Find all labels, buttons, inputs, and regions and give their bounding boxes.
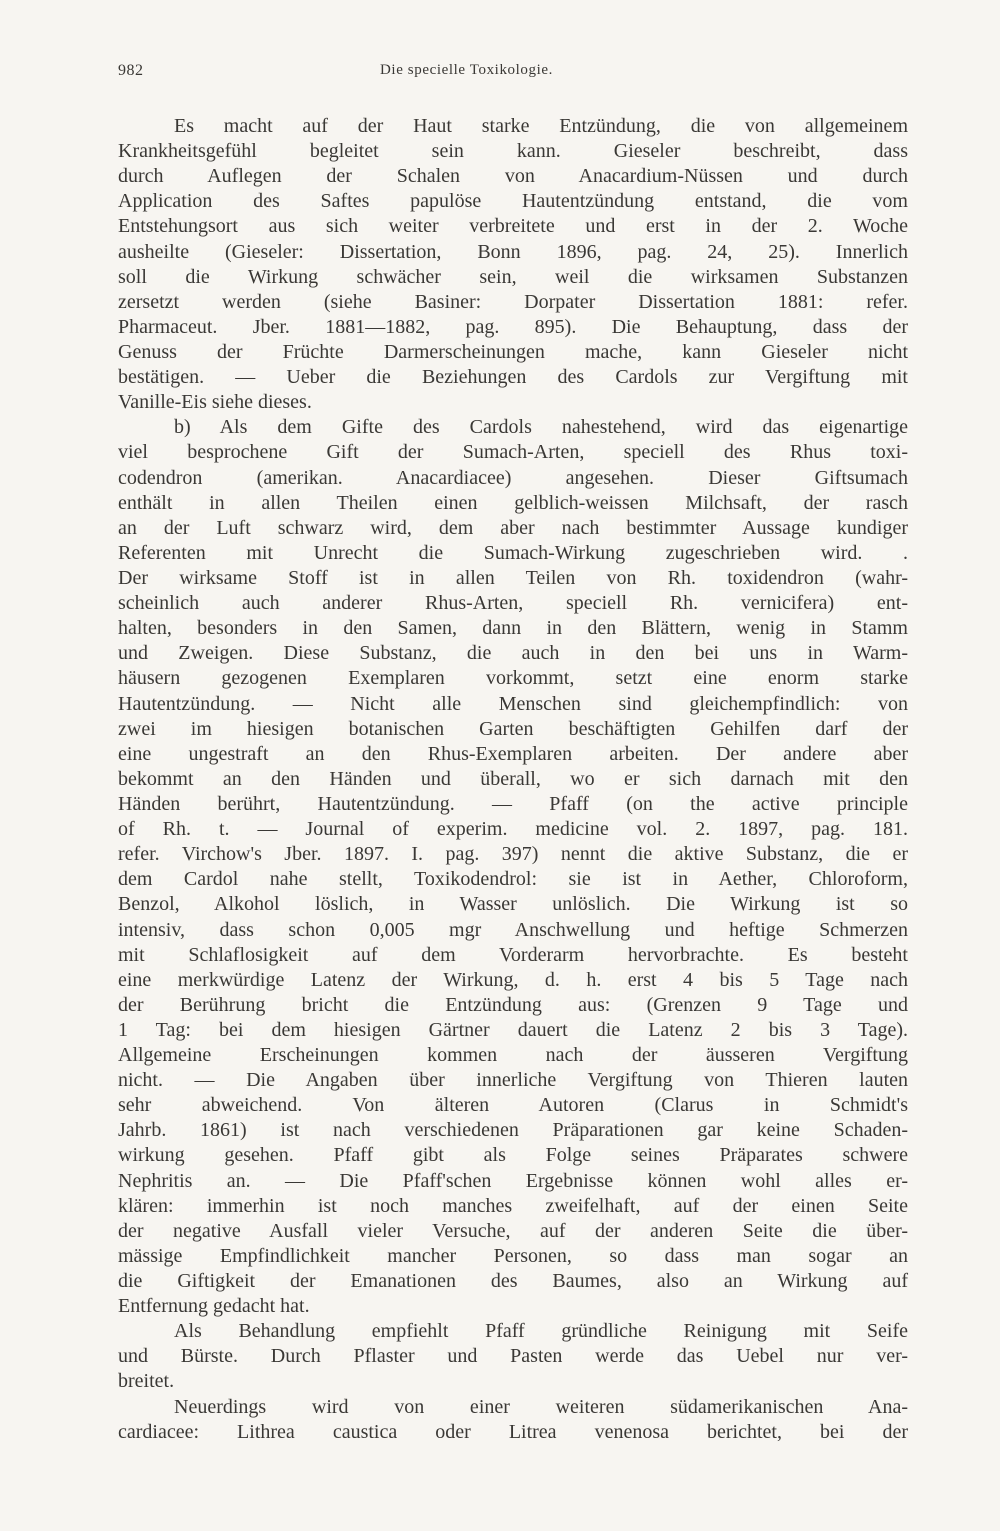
text-line: scheinlich auch anderer Rhus-Arten, speciell Rh. vernicifera) ent- [118, 592, 908, 615]
text-line: breitet. [118, 1370, 175, 1393]
text-line: viel besprochene Gift der Sumach-Arten, speciell des Rhus toxi- [118, 441, 908, 464]
text-line: Referenten mit Unrecht die Sumach-Wirkung zugeschrieben wird. . [118, 541, 908, 564]
page-header [118, 62, 908, 86]
text-line: eine ungestraft an den Rhus-Exemplaren arbeiten. Der andere aber [118, 742, 908, 765]
text-line: intensiv, dass schon 0,005 mgr Anschwellung und heftige Schmerzen [118, 918, 908, 941]
text-line: Benzol, Alkohol löslich, in Wasser unlöslich. Die Wirkung ist so [118, 893, 908, 916]
text-line: nicht. — Die Angaben über innerliche Vergiftung von Thieren lauten [118, 1069, 908, 1092]
text-line: Genuss der Früchte Darmerscheinungen mache, kann Gieseler nicht [118, 340, 908, 363]
text-line: enthält in allen Theilen einen gelblich-weissen Milchsaft, der rasch [118, 491, 908, 514]
text-line: Nephritis an. — Die Pfaff'schen Ergebnisse können wohl alles er- [118, 1169, 908, 1192]
text-line: und Bürste. Durch Pflaster und Pasten werde das Uebel nur ver- [118, 1345, 908, 1368]
text-line: an der Luft schwarz wird, dem aber nach bestimmter Aussage kundiger [118, 516, 908, 539]
text-line: Hautentzündung. — Nicht alle Menschen sind gleichempfindlich: von [118, 692, 908, 715]
text-line: of Rh. t. — Journal of experim. medicine vol. 2. 1897, pag. 181. [118, 818, 908, 841]
text-line: mässige Empfindlichkeit mancher Personen, so dass man sogar an [118, 1244, 908, 1267]
text-line: Entfernung gedacht hat. [118, 1295, 310, 1318]
text-line: und Zweigen. Diese Substanz, die auch in den bei uns in Warm- [118, 642, 908, 665]
text-line: Pharmaceut. Jber. 1881—1882, pag. 895). Die Behauptung, dass der [118, 315, 908, 338]
text-line: Neuerdings wird von einer weiteren südamerikanischen Ana- [174, 1395, 908, 1418]
text-line: zersetzt werden (siehe Basiner: Dorpater Dissertation 1881: refer. [118, 290, 908, 313]
text-line: Als Behandlung empfiehlt Pfaff gründliche Reinigung mit Seife [174, 1320, 908, 1343]
text-line: Es macht auf der Haut starke Entzündung, die von allgemeinem [174, 115, 908, 137]
text-line: ausheilte (Gieseler: Dissertation, Bonn 1896, pag. 24, 25). Innerlich [118, 240, 908, 263]
page-number: 982 [118, 62, 144, 79]
text-line: Jahrb. 1861) ist nach verschiedenen Präparationen gar keine Schaden- [118, 1119, 908, 1142]
text-line: zwei im hiesigen botanischen Garten beschäftigten Gehilfen darf der [118, 717, 908, 740]
text-line: b) Als dem Gifte des Cardols nahestehend, wird das eigenartige [174, 416, 908, 439]
text-line: Krankheitsgefühl begleitet sein kann. Gieseler beschreibt, dass [118, 140, 908, 163]
text-line: die Giftigkeit der Emanationen des Baumes, also an Wirkung auf [118, 1270, 908, 1293]
text-line: eine merkwürdige Latenz der Wirkung, d. h. erst 4 bis 5 Tage nach [118, 968, 908, 991]
text-line: Händen berührt, Hautentzündung. — Pfaff (on the active principle [118, 792, 908, 815]
text-line: codendron (amerikan. Anacardiacee) angesehen. Dieser Giftsumach [118, 466, 908, 489]
text-line: bekommt an den Händen und überall, wo er sich darnach mit den [118, 767, 908, 790]
text-line: klären: immerhin ist noch manches zweifelhaft, auf der einen Seite [118, 1194, 908, 1217]
text-line: cardiacee: Lithrea caustica oder Litrea venenosa berichtet, bei der [118, 1420, 908, 1443]
text-line: der negative Ausfall vieler Versuche, auf der anderen Seite die über- [118, 1219, 908, 1242]
text-line: durch Auflegen der Schalen von Anacardium-Nüssen und durch [118, 165, 908, 188]
text-line: Entstehungsort aus sich weiter verbreitete und erst in der 2. Woche [118, 215, 908, 238]
text-line: refer. Virchow's Jber. 1897. I. pag. 397) nennt die aktive Substanz, die er [118, 843, 908, 866]
text-line: häusern gezogenen Exemplaren vorkommt, setzt eine enorm starke [118, 667, 908, 690]
text-line: dem Cardol nahe stellt, Toxikodendrol: sie ist in Aether, Chloroform, [118, 868, 908, 891]
text-line: Vanille-Eis siehe dieses. [118, 391, 312, 414]
text-line: sehr abweichend. Von älteren Autoren (Clarus in Schmidt's [118, 1094, 908, 1117]
text-line: Allgemeine Erscheinungen kommen nach der äusseren Vergiftung [118, 1044, 908, 1067]
text-line: bestätigen. — Ueber die Beziehungen des Cardols zur Vergiftung mit [118, 366, 908, 389]
text-line: der Berührung bricht die Entzündung aus: (Grenzen 9 Tage und [118, 993, 908, 1016]
running-title: Die specielle Toxikologie. [380, 62, 553, 78]
text-line: wirkung gesehen. Pfaff gibt als Folge seines Präparates schwere [118, 1144, 908, 1167]
text-line: mit Schlaflosigkeit auf dem Vorderarm hervorbrachte. Es besteht [118, 943, 908, 966]
text-line: 1 Tag: bei dem hiesigen Gärtner dauert die Latenz 2 bis 3 Tage). [118, 1018, 908, 1041]
text-line: Der wirksame Stoff ist in allen Teilen von Rh. toxidendron (wahr- [118, 566, 908, 589]
text-line: Application des Saftes papulöse Hautentzündung entstand, die vom [118, 190, 908, 213]
body-text [118, 114, 908, 1445]
text-line: halten, besonders in den Samen, dann in den Blättern, wenig in Stamm [118, 617, 908, 640]
text-line: soll die Wirkung schwächer sein, weil die wirksamen Substanzen [118, 265, 908, 288]
